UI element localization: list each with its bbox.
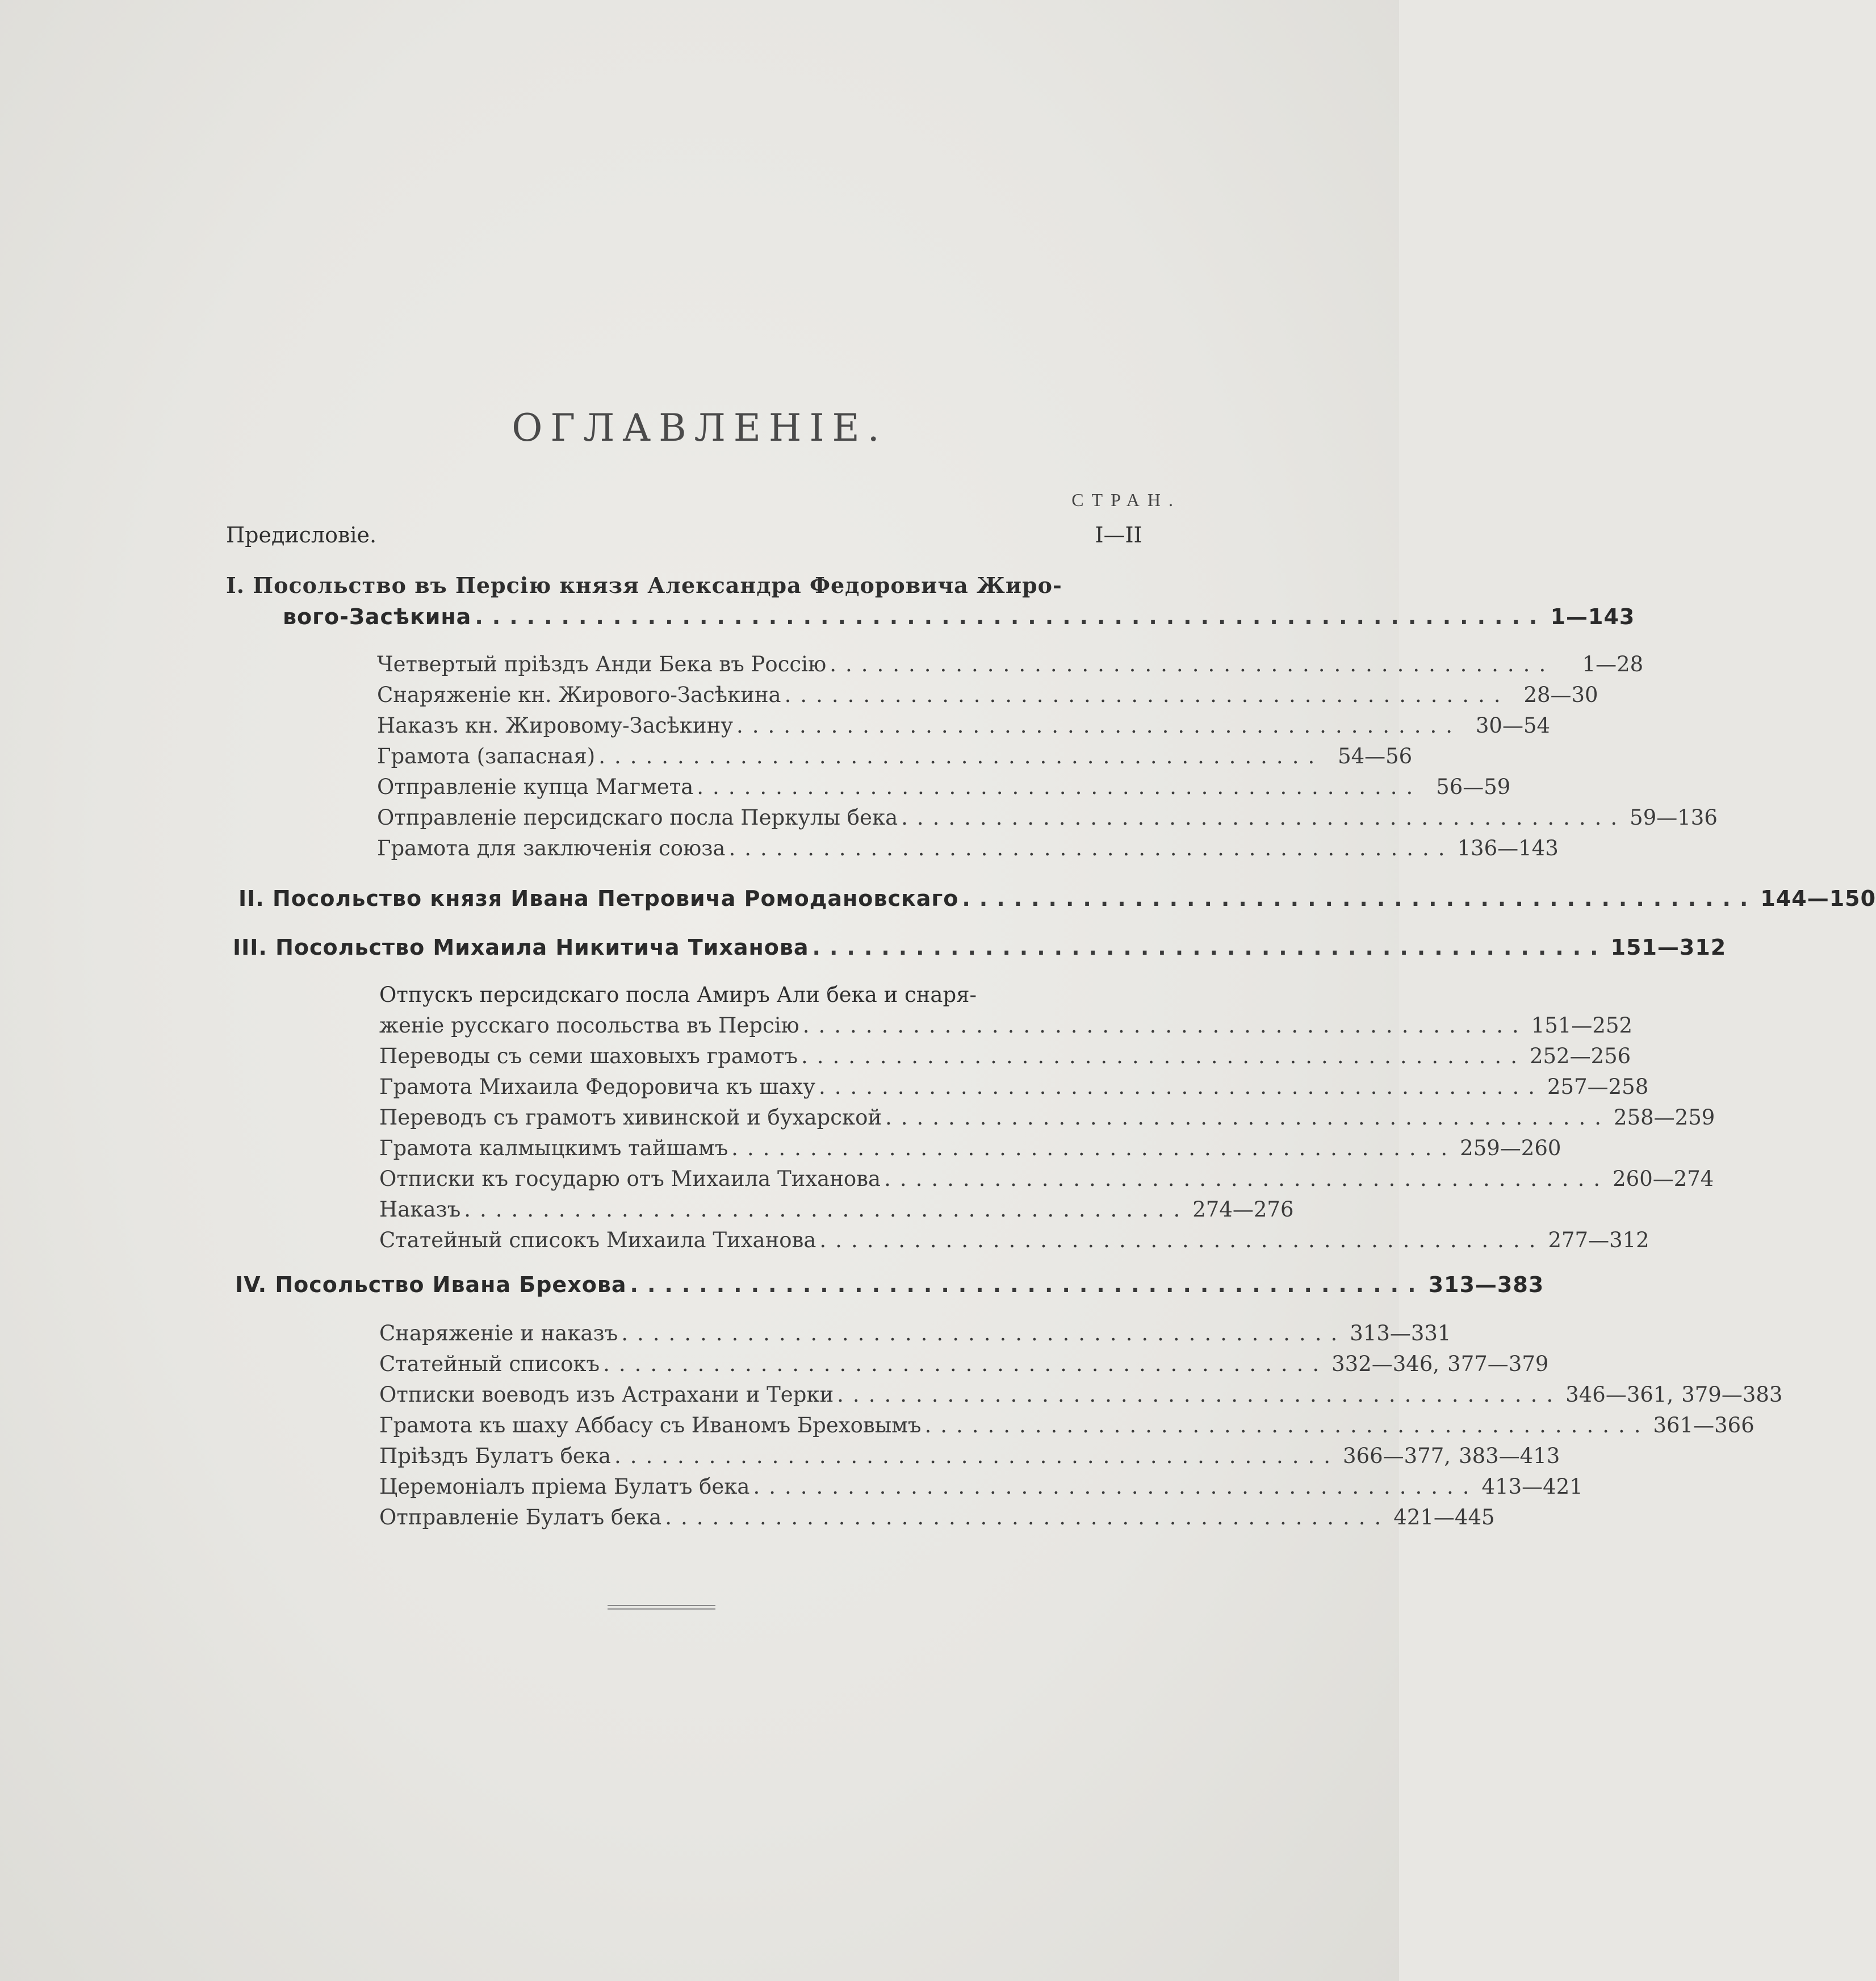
toc-entry [379, 1413, 1754, 1437]
leader-dots: .............................................. [801, 1044, 1526, 1068]
leader-dots: .............................................. [736, 713, 1462, 738]
entry-pages: 136—143 [1457, 836, 1559, 860]
entry-label: Четвертый пріѣздъ Анди Бека въ Россію [377, 652, 827, 676]
toc-entry [377, 683, 1598, 707]
toc-entry [377, 652, 1644, 676]
entry-pages-first: 346—361, [1565, 1382, 1674, 1407]
entry-pages: 252—256 [1529, 1044, 1631, 1068]
preface-label: Предисловіе. [226, 523, 377, 548]
entry-label: Переводъ съ грамотъ хивинской и бухарской [379, 1105, 882, 1130]
toc-entry [379, 1382, 1783, 1407]
entry-pages: 1—28 [1582, 652, 1644, 676]
leader-dots: .............................................. [830, 652, 1555, 676]
toc-entry [379, 1474, 1583, 1499]
leader-dots: .............................................. [603, 1352, 1329, 1376]
entry-pages: 59—136 [1630, 805, 1718, 830]
entry-pages: 377—379 [1447, 1352, 1549, 1376]
pages-column-header: СТРАН. [1071, 490, 1181, 510]
leader-dots: .............................................. [614, 1444, 1340, 1468]
entry-pages: 277—312 [1548, 1228, 1649, 1252]
entry-label: Статейный списокъ Михаила Тиханова [379, 1228, 816, 1252]
entry-label: Переводы съ семи шаховыхъ грамотъ [379, 1044, 798, 1068]
toc-entry [379, 1444, 1560, 1468]
leader-dots: .............................................. [901, 805, 1627, 830]
entry-pages: 258—259 [1614, 1105, 1715, 1130]
toc-entry [379, 1105, 1715, 1130]
entry-label: Грамота для заключенія союза [377, 836, 726, 860]
leader-dots: .............................................. [884, 1167, 1610, 1191]
entry-pages: 361—366 [1653, 1413, 1754, 1437]
toc-entry [379, 1075, 1649, 1099]
entry-pages: 259—260 [1460, 1136, 1561, 1160]
toc-entry [233, 935, 1727, 960]
section-2-heading: II. Посольство князя Ивана Петровича Ромодановскаго [238, 886, 959, 911]
section-4-pages: 313—383 [1428, 1272, 1544, 1297]
leader-dots: .............................................. [630, 1272, 1425, 1297]
toc-entry [379, 1321, 1451, 1345]
entry-label: Грамота Михаила Федоровича къ шаху [379, 1075, 815, 1099]
entry-pages: 313—331 [1350, 1321, 1451, 1345]
section-1-pages: 1—143 [1550, 604, 1635, 629]
leader-dots: .............................................. [697, 775, 1422, 799]
entry-pages: 413—421 [1481, 1474, 1583, 1499]
closing-rule [608, 1605, 715, 1610]
toc-entry [377, 775, 1511, 799]
toc-entry [377, 713, 1551, 738]
toc-entry [379, 1136, 1561, 1160]
entry-label: Грамота къ шаху Аббасу съ Иваномъ Бреховымъ [379, 1413, 922, 1437]
entry-pages-first: 366—377, [1343, 1444, 1451, 1468]
entry-label: Снаряженіе и наказъ [379, 1321, 618, 1345]
leader-dots: .............................................. [665, 1505, 1391, 1529]
entry-pages: 379—383 [1681, 1382, 1783, 1407]
entry-label: Отписки къ государю отъ Михаила Тиханова [379, 1167, 881, 1191]
toc-entry [377, 744, 1413, 768]
leader-dots: .............................................. [753, 1474, 1479, 1499]
page-title: ОГЛАВЛЕНІЕ. [512, 406, 887, 450]
entry-label: Грамота калмыцкимъ тайшамъ [379, 1136, 728, 1160]
toc-entry [283, 604, 1635, 629]
entry-label: Грамота (запасная) [377, 744, 596, 768]
entry-label: Наказъ [379, 1197, 461, 1222]
preface-pages: I—II [1095, 523, 1142, 548]
entry-label: Отписки воеводъ изъ Астрахани и Терки [379, 1382, 834, 1407]
leader-dots: .............................................. [598, 744, 1324, 768]
entry-pages: 383—413 [1459, 1444, 1560, 1468]
entry-pages: 274—276 [1192, 1197, 1294, 1222]
section-1-heading-cont: вого-Засѣкина [283, 604, 472, 629]
leader-dots: .............................................. [812, 935, 1607, 960]
leader-dots: .............................................. [819, 1228, 1545, 1252]
toc-entry [379, 1228, 1649, 1252]
toc-entry [377, 805, 1718, 830]
entry-pages-first: 332—346, [1331, 1352, 1440, 1376]
entry-pages: 28—30 [1523, 683, 1598, 707]
entry-label: женіе русскаго посольства въ Персію [379, 1013, 799, 1038]
section-1-heading: I. Посольство въ Персію князя Александра Федоровича Жиро- [226, 572, 1062, 598]
entry-label: Церемоніалъ пріема Булатъ бека [379, 1474, 750, 1499]
toc-entry [379, 1352, 1549, 1376]
leader-dots: .............................................................. [475, 604, 1547, 629]
entry-label: Наказъ кн. Жировому-Засѣкину [377, 713, 734, 738]
entry-label-line1: Отпускъ персидскаго посла Амиръ Али бека и снаря- [379, 983, 977, 1007]
leader-dots: .............................................. [731, 1136, 1457, 1160]
leader-dots: .............................................. [728, 836, 1454, 860]
section-4-heading: IV. Посольство Ивана Брехова [235, 1272, 627, 1297]
section-3-heading: III. Посольство Михаила Никитича Тиханова [233, 935, 809, 960]
leader-dots: .............................................. [818, 1075, 1544, 1099]
entry-label: Отправленіе Булатъ бека [379, 1505, 662, 1529]
leader-dots: .............................................. [962, 886, 1757, 911]
section-3-pages: 151—312 [1610, 935, 1727, 960]
leader-dots: .............................................. [464, 1197, 1190, 1222]
entry-pages: 151—252 [1531, 1013, 1633, 1038]
leader-dots: .............................................. [784, 683, 1510, 707]
entry-pages: 54—56 [1338, 744, 1413, 768]
leader-dots: .............................................. [885, 1105, 1611, 1130]
leader-dots: .............................................. [802, 1013, 1528, 1038]
entry-pages: 30—54 [1475, 713, 1551, 738]
entry-label: Пріѣздъ Булатъ бека [379, 1444, 612, 1468]
entry-label: Снаряженіе кн. Жирового-Засѣкина [377, 683, 781, 707]
leader-dots: .............................................. [924, 1413, 1650, 1437]
toc-entry [379, 1044, 1631, 1068]
toc-entry [377, 836, 1559, 860]
toc-entry [235, 1272, 1544, 1297]
entry-pages: 260—274 [1613, 1167, 1714, 1191]
toc-entry [379, 1197, 1294, 1222]
toc-entry [379, 1505, 1495, 1529]
entry-pages: 257—258 [1547, 1075, 1649, 1099]
entry-pages: 421—445 [1393, 1505, 1495, 1529]
entry-label: Отправленіе персидскаго посла Перкулы бека [377, 805, 898, 830]
toc-entry [379, 1013, 1633, 1038]
entry-pages: 56—59 [1436, 775, 1511, 799]
entry-label: Статейный списокъ [379, 1352, 600, 1376]
toc-entry [379, 1167, 1714, 1191]
entry-label: Отправленіе купца Магмета [377, 775, 694, 799]
leader-dots: .............................................. [837, 1382, 1563, 1407]
toc-entry [238, 886, 1876, 911]
leader-dots: .............................................. [621, 1321, 1347, 1345]
section-2-pages: 144—150 [1760, 886, 1876, 911]
